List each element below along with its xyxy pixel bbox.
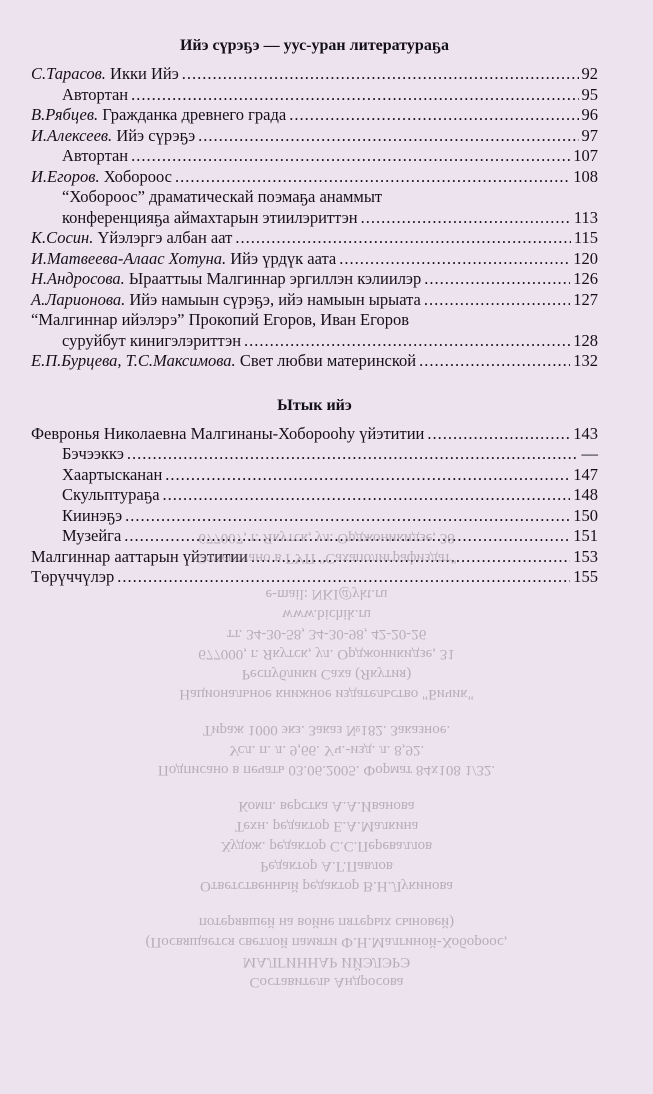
leader-dots bbox=[198, 126, 578, 147]
ghost-line: Отпечатано в ГУП "Сахаполиграфиздат" bbox=[196, 550, 457, 566]
page-number: 155 bbox=[573, 567, 598, 586]
entry-title: Ийэ үрдүк аата bbox=[230, 248, 337, 268]
toc-entry bbox=[31, 351, 598, 372]
section-heading-2: Ытык ийэ bbox=[277, 396, 352, 414]
toc-entry bbox=[31, 290, 598, 311]
entry-title: Ырааттыы Малгиннар эргиллэн кэлиилэр bbox=[128, 269, 422, 288]
entry-title: Февронья Николаевна Малгинаны-Хоборооһу үйэтитии bbox=[31, 423, 425, 443]
leader-dots bbox=[339, 249, 570, 270]
leader-dots bbox=[244, 331, 570, 352]
entry-title: Үйэлэргэ албан аат bbox=[97, 228, 233, 247]
entry-title: Ийэ намыын сүрэҕэ, ийэ намыын ырыата bbox=[129, 289, 421, 309]
ghost-line: (Посвящается светлой памяти Ф.Н.Малгиной-Хобороос, bbox=[145, 934, 508, 950]
ghost-line: Усл. п. л. 9,66. Уч.-изд. л. 8,92. bbox=[228, 742, 425, 758]
toc-entry-first-line bbox=[31, 310, 598, 331]
entry-title: Икки Ийэ bbox=[110, 64, 179, 83]
section-heading-1: Ийэ сүрэҕэ — уус-уран литератураҕа bbox=[179, 37, 450, 54]
toc-entry bbox=[31, 249, 598, 270]
ghost-line: Составитель Андросова bbox=[249, 974, 404, 990]
page-number: 107 bbox=[573, 146, 598, 165]
leader-dots bbox=[424, 269, 570, 290]
toc-entry bbox=[31, 444, 598, 465]
toc-entry-continued bbox=[31, 208, 598, 229]
page-number: 108 bbox=[573, 166, 598, 186]
ghost-line: тт. 34-30-58, 34-30-98, 42-20-26 bbox=[226, 626, 427, 642]
page-number: 151 bbox=[573, 526, 598, 545]
entry-title: Музейга bbox=[62, 526, 122, 545]
leader-dots bbox=[175, 167, 570, 188]
toc-list-1 bbox=[31, 64, 598, 372]
page-number: 147 bbox=[573, 464, 598, 484]
entry-title: Скульптураҕа bbox=[62, 485, 160, 504]
ghost-line: Комп. верстка А.А.Ивановa bbox=[238, 798, 415, 814]
entry-author: С.Тарасов. bbox=[31, 64, 106, 83]
entry-title: Гражданка древнего града bbox=[102, 105, 287, 124]
entry-author: И.Алексеев. bbox=[31, 125, 113, 145]
ghost-line: e-mail: NKI@ykt.ru bbox=[265, 586, 388, 602]
ghost-line: 677000, г. Якутск, ул. Орджоникидзе, 31 bbox=[198, 646, 455, 662]
toc-entry bbox=[31, 424, 598, 445]
entry-title: Хаартысканан bbox=[62, 464, 163, 484]
toc-entry-first-line bbox=[31, 187, 598, 208]
entry-title-continued: конференцияҕа аймахтарын этиилэриттэн bbox=[62, 207, 358, 227]
leader-dots bbox=[419, 351, 570, 372]
entry-title: Малгиннар ааттарын үйэтитии bbox=[31, 546, 248, 566]
entry-title: Төрүччүлэр bbox=[31, 567, 115, 586]
page-number: 153 bbox=[573, 546, 598, 566]
entry-title: Ийэ сүрэҕэ bbox=[116, 125, 196, 145]
ghost-line: Тираж 1000 экз. Заказ №182. Заказное. bbox=[202, 722, 451, 738]
entry-title: Киинэҕэ bbox=[62, 505, 123, 525]
leader-dots bbox=[182, 64, 579, 85]
ghost-line: потерявшей на войне пятерых сыновей) bbox=[198, 914, 455, 930]
ghost-line: Республики Саха (Якутия) bbox=[241, 666, 412, 682]
toc-entry bbox=[31, 485, 598, 506]
toc-entry-continued bbox=[31, 331, 598, 352]
page-number: 113 bbox=[573, 207, 598, 227]
page-number: 92 bbox=[581, 64, 598, 83]
leader-dots bbox=[165, 465, 570, 486]
toc-entry bbox=[31, 146, 598, 167]
ghost-line: Редактор А.Г.Павлов bbox=[260, 858, 393, 874]
page-number: 148 bbox=[573, 485, 598, 504]
ghost-line: 677007, г. Якутск, ул. Орджоникидзе, 38 bbox=[198, 530, 455, 546]
page-number: 150 bbox=[573, 505, 598, 525]
leader-dots bbox=[289, 105, 578, 126]
ghost-line: Худож. редактор С.С.Переваллов bbox=[220, 838, 433, 854]
toc-entry bbox=[31, 85, 598, 106]
ghost-line: Ответственный редактор В.Н.Лукинова bbox=[199, 878, 454, 894]
toc-entry bbox=[31, 126, 598, 147]
entry-author: И.Матвеева-Алаас Хотуна. bbox=[31, 248, 227, 268]
leader-dots bbox=[127, 444, 579, 465]
page-number: 120 bbox=[573, 248, 598, 268]
entry-author: И.Егоров. bbox=[31, 166, 100, 186]
entry-title: “Малгиннар ийэлэрэ” Прокопий Егоров, Иван Егоров bbox=[31, 310, 410, 329]
entry-title: Автортан bbox=[62, 84, 129, 104]
page-number: 126 bbox=[573, 269, 598, 288]
ghost-line: Техн. редактор Е.А.Малкина bbox=[234, 818, 419, 834]
show-through-text bbox=[0, 528, 653, 992]
leader-dots bbox=[131, 146, 570, 167]
entry-author: А.Ларионова. bbox=[31, 289, 126, 309]
page-number: 96 bbox=[581, 105, 598, 124]
entry-title-continued: суруйбут кинигэлэриттэн bbox=[62, 330, 242, 350]
leader-dots bbox=[163, 485, 571, 506]
page-number: 143 bbox=[573, 423, 598, 443]
leader-dots bbox=[125, 506, 570, 527]
leader-dots bbox=[424, 290, 570, 311]
ghost-line: МАЛГИННАР ИЙЭЛЭРЭ bbox=[242, 954, 411, 970]
page-number: 132 bbox=[573, 351, 598, 370]
leader-dots bbox=[427, 424, 570, 445]
toc-entry bbox=[31, 105, 598, 126]
entry-title: “Хобороос” драматическай поэмаҕа анаммыт bbox=[62, 187, 383, 206]
page-number: 97 bbox=[581, 125, 598, 145]
leader-dots bbox=[361, 208, 571, 229]
page-number: 115 bbox=[573, 228, 598, 247]
entry-author: К.Сосин. bbox=[31, 228, 94, 247]
page-number: 95 bbox=[581, 84, 598, 104]
page-number: 127 bbox=[573, 289, 598, 309]
page-number: 128 bbox=[573, 330, 598, 350]
toc-entry bbox=[31, 228, 598, 249]
page-number: — bbox=[581, 444, 598, 463]
entry-title: Свет любви материнской bbox=[239, 351, 417, 370]
toc-entry bbox=[31, 506, 598, 527]
ghost-line: www.bichik.ru bbox=[281, 606, 371, 622]
leader-dots bbox=[235, 228, 571, 249]
ghost-line: Национальное книжное издательство "Бичик" bbox=[179, 686, 474, 702]
entry-author: Е.П.Бурцева, Т.С.Максимова. bbox=[31, 351, 236, 370]
table-of-contents bbox=[31, 36, 598, 588]
leader-dots bbox=[131, 85, 578, 106]
entry-title: Бэчээккэ bbox=[62, 444, 124, 463]
toc-entry bbox=[31, 465, 598, 486]
toc-entry bbox=[31, 167, 598, 188]
toc-entry bbox=[31, 269, 598, 290]
entry-title: Автортан bbox=[62, 146, 129, 165]
toc-entry bbox=[31, 64, 598, 85]
entry-title: Хобороос bbox=[103, 166, 172, 186]
ghost-line: Подписано в печать 03.06.2005. Формат 84х108 1/32. bbox=[157, 762, 496, 778]
entry-author: В.Рябцев. bbox=[31, 105, 99, 124]
entry-author: Н.Андросова. bbox=[31, 269, 125, 288]
